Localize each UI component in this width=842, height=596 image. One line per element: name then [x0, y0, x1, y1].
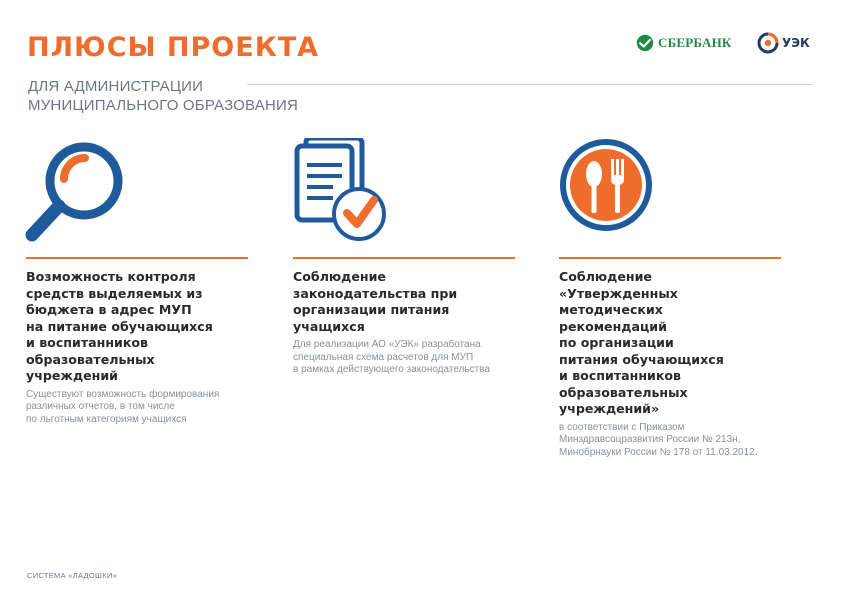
sberbank-logo — [636, 34, 732, 52]
documents-check-icon — [293, 138, 403, 248]
column-divider — [559, 257, 781, 259]
icon-slot — [293, 138, 515, 248]
uek-logo — [757, 32, 810, 54]
icon-slot — [559, 138, 781, 248]
column-divider — [293, 257, 515, 259]
magnifier-icon — [24, 138, 134, 248]
benefit-column-legislation — [293, 138, 515, 377]
uek-logo-icon — [757, 32, 779, 54]
uek-logo-text: УЭК — [782, 36, 810, 50]
column-heading: Соблюдение «Утвержденных методических рекомендаций по организации питания обучающихся и воспитанников образовательных учреждений» — [559, 269, 724, 416]
sberbank-logo-text: СБЕРБАНК — [658, 35, 732, 50]
spoon-fork-icon — [559, 138, 669, 248]
column-heading: Соблюдение законодательства при организации питания учащихся — [293, 269, 458, 334]
column-note: в соответствии с Приказом Минздравсоцразвития России № 213н, Минобрнауки России № 178 от 11.03.2012. — [559, 421, 758, 458]
column-note: Существуют возможность формирования различных отчетов, в том числе по льготным категориям учащихся — [26, 388, 220, 425]
benefit-column-nutrition-guidelines — [559, 138, 781, 459]
page-subtitle: ДЛЯ АДМИНИСТРАЦИИ МУНИЦИПАЛЬНОГО ОБРАЗОВАНИЯ — [28, 78, 298, 114]
icon-slot — [26, 138, 248, 248]
column-divider — [26, 257, 248, 259]
subtitle-divider — [247, 84, 812, 85]
sberbank-logo-icon — [636, 34, 654, 52]
page-title: ПЛЮСЫ ПРОЕКТА — [27, 32, 320, 63]
benefit-column-budget-control — [26, 138, 248, 426]
column-note: Для реализации АО «УЭК» разработана специальная схема расчетов для МУП в рамках действующего законодательства — [293, 339, 490, 375]
partner-logos — [636, 32, 816, 54]
footer-label: СИСТЕМА «ЛАДОШКИ» — [27, 571, 118, 580]
column-heading: Возможность контроля средств выделяемых из бюджета в адрес МУП на питание обучающихся и воспитанников образовательных учреждений — [26, 269, 213, 383]
